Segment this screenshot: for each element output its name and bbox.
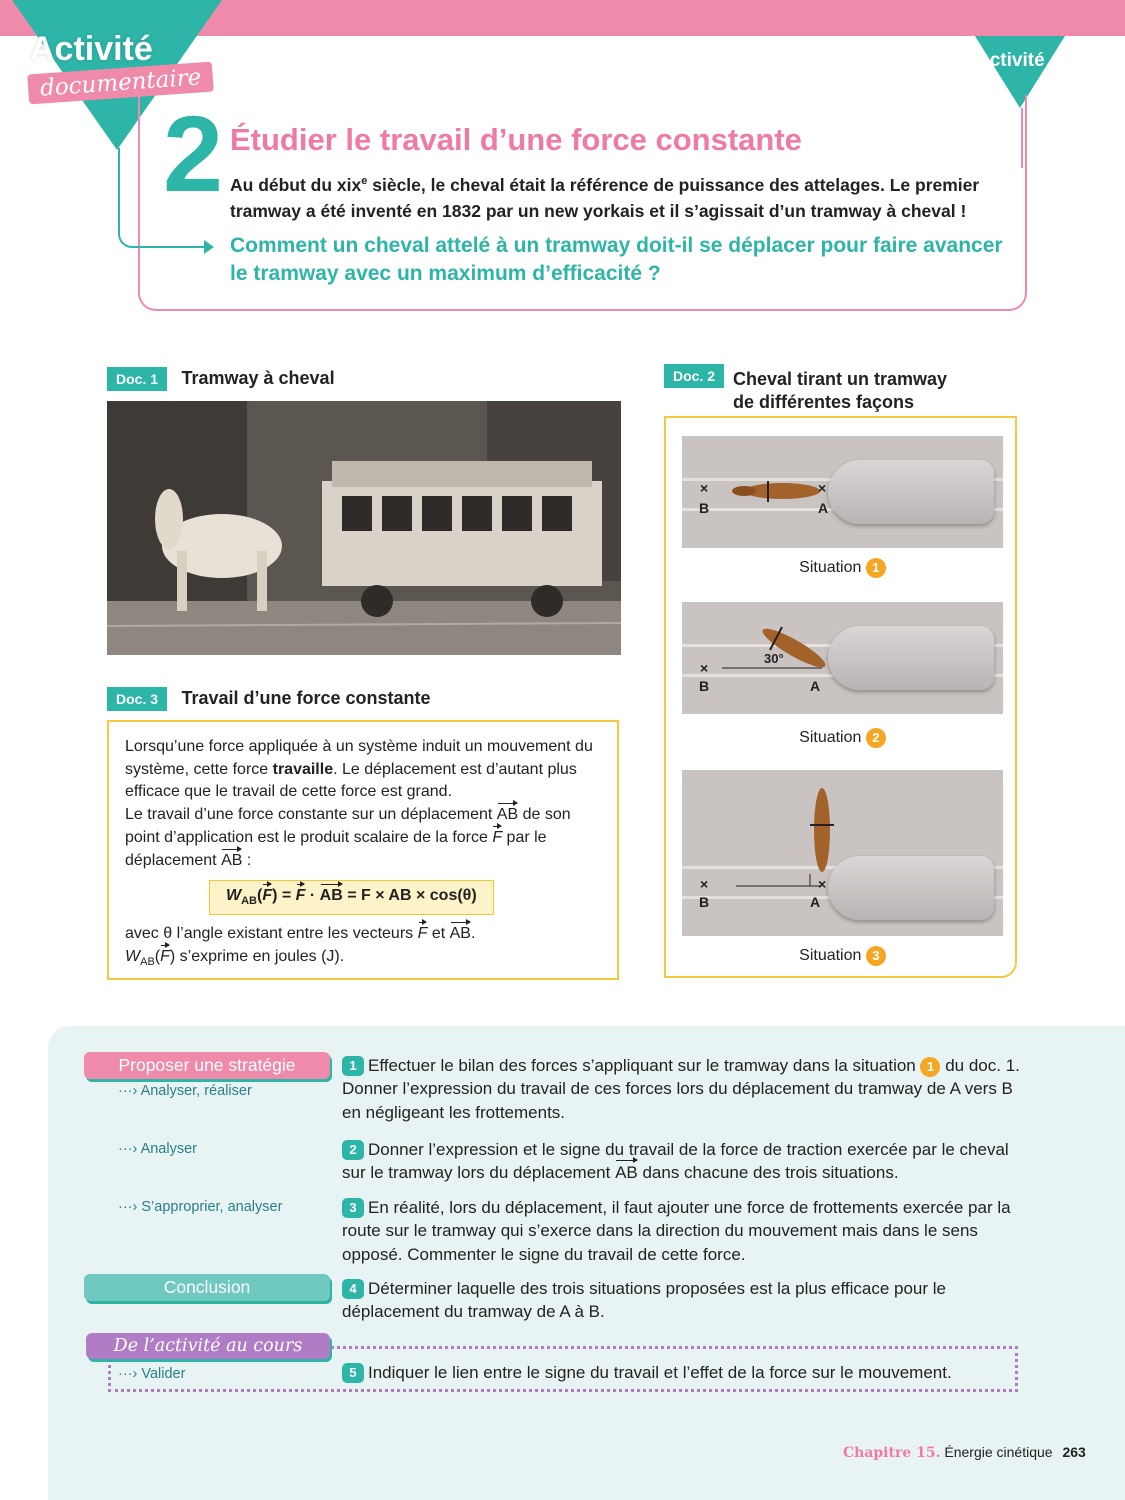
question-4: 4 Déterminer laquelle des trois situations proposées est la plus efficace pour le déplacement du tramway de A à B. [342, 1279, 946, 1322]
chapter-label: Chapitre 15. [843, 1445, 941, 1461]
arrow-icon [204, 240, 214, 254]
cours-pill: De l’activité au cours [86, 1333, 330, 1359]
page-number: 263 [1062, 1444, 1086, 1460]
horse-icon [682, 770, 1003, 936]
doc3-paragraph-1: Lorsqu’une force appliquée à un système induit un mouvement du système, cette force travaille. Le déplacement est d’autant plus efficace que le travail de cette force est grand. [125, 738, 593, 801]
doc1-header [107, 368, 335, 389]
header-frame-right [1021, 108, 1023, 168]
doc3-box [107, 720, 619, 980]
skill-label: ···› Analyser, réaliser [118, 1083, 252, 1099]
work-formula: $W_{AB}(F) = F$ · AB = F × AB × cos(θ) [209, 880, 494, 915]
situation-3-caption: Situation 3 [682, 946, 1003, 966]
problem-question: Comment un cheval attelé à un tramway doit-il se déplacer pour faire avancer le tramway avec un maximum d’efficacité ? [230, 234, 1003, 286]
doc1-label: Doc. 1 [107, 367, 167, 391]
skill-label: ···› Analyser [118, 1141, 197, 1157]
conclusion-pill: Conclusion [84, 1274, 330, 1301]
chapter-subject: Énergie cinétique [944, 1444, 1053, 1460]
activity-badge-subtitle: documentaire [27, 62, 214, 105]
situation-1-caption: Situation 1 [682, 558, 1003, 578]
situation-2-caption: Situation 2 [682, 728, 1003, 748]
doc3-title: Travail d’une force constante [181, 688, 431, 708]
tramway-photo-drawing [107, 401, 621, 655]
page-footer [843, 1444, 1086, 1461]
doc3-paragraph-4: $W_{AB}(F)$ s’exprime en joules (J). [125, 947, 345, 969]
doc2-box [664, 416, 1017, 978]
corner-activity-label: Activité [976, 50, 1045, 71]
page-title: Étudier le travail d’une force constante [230, 122, 802, 157]
doc3-header [107, 688, 431, 709]
doc3-paragraph-3: avec θ l’angle existant entre les vecteurs F et AB. [125, 923, 601, 946]
intro-text: Au début du xix$^e$ siècle, le cheval était la référence de puissance des attelages. Le premier tramway a été inventé en 1832 par un new yorkais et il s’agissait d’un tramway à cheval ! [230, 175, 980, 222]
horse-icon [682, 602, 1003, 714]
doc2-label: Doc. 2 [664, 364, 724, 388]
activity-badge-title: Activité [30, 30, 153, 68]
situation-2-scene: 30° × B A [682, 602, 1003, 714]
doc2-header [664, 368, 724, 386]
question-1: 1 Effectuer le bilan des forces s’appliquant sur le tramway dans la situation 1 du doc. 1. Donner l’expression du travail de ces forces lors du déplacement du tramway de A vers B en négligeant les frottements. [342, 1056, 1020, 1122]
doc3-label: Doc. 3 [107, 687, 167, 711]
situation-1-scene: × B × A [682, 436, 1003, 548]
activity-number: 2 [163, 93, 224, 214]
situation-3-scene: × B × A [682, 770, 1003, 936]
skill-label: ···› S’approprier, analyser [118, 1199, 283, 1215]
doc2-title: Cheval tirant un tramway de différentes façons [733, 369, 948, 412]
question-2: 2 Donner l’expression et le signe du travail de la force de traction exercée par le cheval sur le tramway lors du déplacement AB dans chacune des trois situations. [342, 1138, 1022, 1185]
strategy-pill: Proposer une stratégie [84, 1052, 330, 1079]
question-5: 5 Indiquer le lien entre le signe du travail et l’effet de la force sur le mouvement. [342, 1361, 1022, 1384]
skill-label: ···› Valider [118, 1366, 186, 1382]
horse-icon [682, 436, 1003, 548]
question-3: 3 En réalité, lors du déplacement, il faut ajouter une force de frottements exercée par la route sur le tramway qui s’exerce dans la direction du mouvement mais dans le sens opposé. Commenter le signe du travail de cette force. [342, 1198, 1011, 1264]
tramway-photo [107, 401, 621, 655]
doc1-title: Tramway à cheval [181, 368, 335, 388]
doc3-paragraph-2: Le travail d’une force constante sur un déplacement AB de son point d’application est le produit scalaire de la force F par le déplacement AB : [125, 804, 601, 872]
